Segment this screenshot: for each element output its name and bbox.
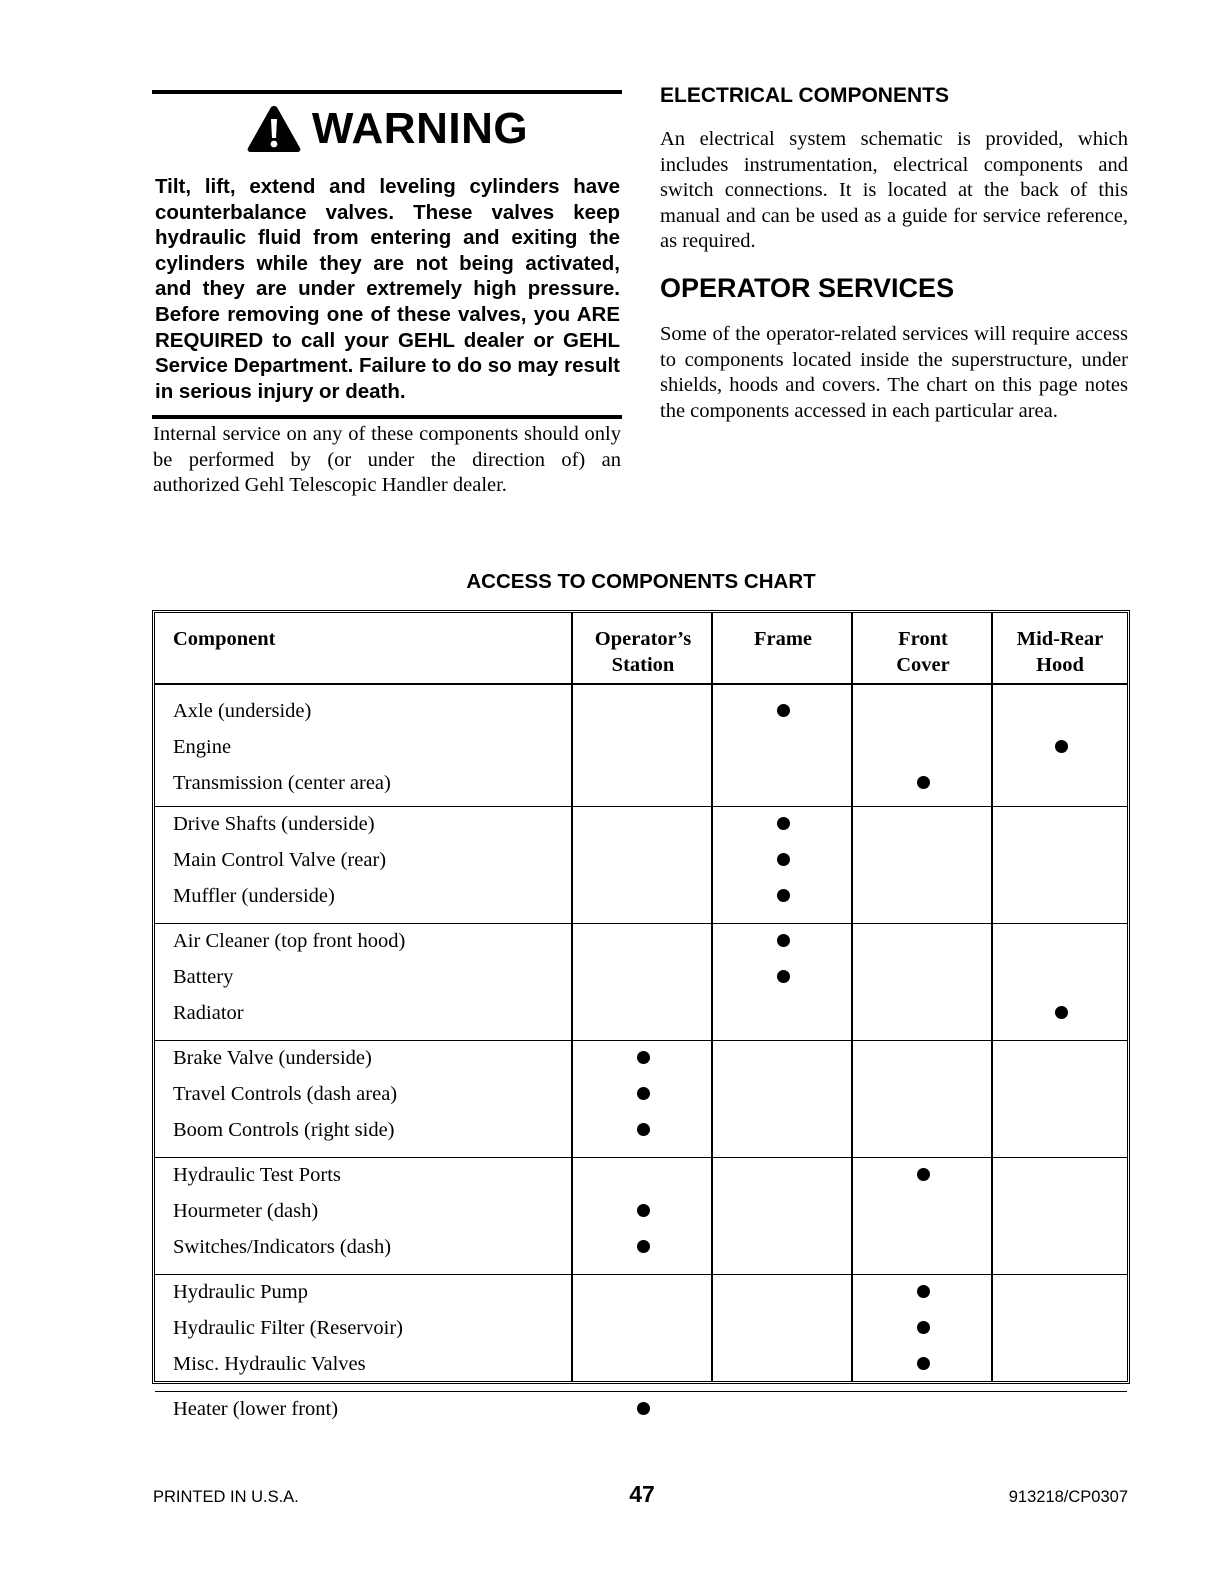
- component-name: Boom Controls (right side): [173, 1118, 395, 1141]
- component-name: Hydraulic Filter (Reservoir): [173, 1316, 403, 1339]
- operator-services-paragraph: Some of the operator-related services will require access to components located inside the superstructure, under shields, hoods and covers. The chart on this page notes the components accessed in each particular area.: [660, 322, 1128, 422]
- access-mark-dot: [777, 889, 790, 902]
- access-mark-dot: [777, 704, 790, 717]
- table-row: [155, 693, 1127, 729]
- header-front-cover-line1: Front: [898, 628, 948, 650]
- warning-box: [152, 90, 622, 419]
- component-name: Air Cleaner (top front hood): [173, 929, 406, 952]
- row-group: [155, 1391, 1127, 1436]
- right-column: [660, 84, 1128, 424]
- internal-service-paragraph: Internal service on any of these components should only be performed by (or under the direction of) an authorized Gehl Telescopic Handler dealer.: [153, 423, 621, 497]
- access-components-table: [152, 610, 1130, 1420]
- component-name: Switches/Indicators (dash): [173, 1235, 392, 1258]
- access-mark-dot: [1055, 740, 1068, 753]
- page-number: 47: [629, 1481, 655, 1507]
- table-row: [155, 729, 1127, 765]
- component-name: Hourmeter (dash): [173, 1199, 319, 1222]
- header-component: Component: [173, 628, 276, 650]
- access-mark-dot: [637, 1123, 650, 1136]
- table-row: [155, 1391, 1127, 1427]
- row-group: [155, 685, 1127, 807]
- warning-header: [152, 102, 622, 156]
- access-mark-dot: [917, 776, 930, 789]
- chart-title: ACCESS TO COMPONENTS CHART: [466, 570, 816, 593]
- row-group: [155, 1157, 1127, 1275]
- document-number: 913218/CP0307: [1008, 1488, 1128, 1506]
- table-row: [155, 1229, 1127, 1265]
- component-name: Hydraulic Test Ports: [173, 1163, 341, 1186]
- access-mark-dot: [917, 1321, 930, 1334]
- header-front-cover: [853, 627, 993, 678]
- access-mark-dot: [637, 1051, 650, 1064]
- header-front-cover-line2: Cover: [896, 653, 950, 676]
- column-divider: [991, 613, 993, 1381]
- row-group: [155, 923, 1127, 1041]
- column-divider: [571, 613, 573, 1381]
- table-row: [155, 1157, 1127, 1193]
- component-name: Muffler (underside): [173, 884, 335, 907]
- header-operators-station-line2: Station: [611, 653, 675, 676]
- component-name: Engine: [173, 736, 232, 758]
- table-row: [155, 1274, 1127, 1310]
- access-mark-dot: [917, 1285, 930, 1298]
- table-row: [155, 842, 1127, 878]
- component-name: Radiator: [173, 1001, 244, 1024]
- component-name: Misc. Hydraulic Valves: [173, 1352, 366, 1375]
- table-row: [155, 1040, 1127, 1076]
- column-divider: [851, 613, 853, 1381]
- row-group: [155, 806, 1127, 924]
- access-mark-dot: [637, 1240, 650, 1253]
- table-row: [155, 995, 1127, 1031]
- electrical-heading: ELECTRICAL COMPONENTS: [660, 84, 949, 107]
- table-row: [155, 878, 1127, 914]
- footer-printed-in: PRINTED IN U.S.A.: [153, 1488, 299, 1506]
- component-name: Heater (lower front): [173, 1397, 339, 1420]
- access-mark-dot: [917, 1168, 930, 1181]
- warning-top-rule: [152, 90, 622, 94]
- component-name: Drive Shafts (underside): [173, 812, 375, 835]
- row-group: [155, 1040, 1127, 1158]
- access-mark-dot: [777, 817, 790, 830]
- warning-text: Tilt, lift, extend and leveling cylinders have counterbalance valves. These valves keep hydraulic fluid from entering and exiting the cylinders while they are not being activated, and they are under extremely high pressure. Before removing one of these valves, you ARE REQUIRED to call your GEHL dealer or GEHL Service Department. Failure to do so may result in serious injury or death.: [155, 175, 620, 403]
- table-header: [155, 613, 1127, 685]
- access-mark-dot: [777, 934, 790, 947]
- row-group: [155, 1274, 1127, 1392]
- component-name: Transmission (center area): [173, 772, 391, 794]
- table-row: [155, 923, 1127, 959]
- component-name: Brake Valve (underside): [173, 1046, 372, 1069]
- column-divider: [711, 613, 713, 1381]
- access-mark-dot: [637, 1087, 650, 1100]
- operator-services-heading: OPERATOR SERVICES: [660, 272, 955, 303]
- access-mark-dot: [637, 1204, 650, 1217]
- warning-title: WARNING: [311, 104, 529, 153]
- access-mark-dot: [777, 970, 790, 983]
- header-mid-rear-hood-line1: Mid-Rear: [1016, 628, 1104, 650]
- table-row: [155, 1346, 1127, 1382]
- access-mark-dot: [777, 853, 790, 866]
- warning-bottom-rule: [152, 415, 622, 419]
- warning-triangle-icon: [246, 104, 302, 154]
- table-row: [155, 959, 1127, 995]
- component-name: Travel Controls (dash area): [173, 1082, 398, 1105]
- table-row: [155, 765, 1127, 801]
- component-name: Hydraulic Pump: [173, 1280, 308, 1303]
- component-name: Battery: [173, 965, 234, 988]
- electrical-paragraph: An electrical system schematic is provided, which includes instrumentation, electrical components and switch connections. It is located at the back of this manual and can be used as a guide for service reference, as required.: [660, 128, 1128, 253]
- header-operators-station-line1: Operator’s: [594, 628, 692, 650]
- table-row: [155, 1193, 1127, 1229]
- access-mark-dot: [917, 1357, 930, 1370]
- header-frame: Frame: [753, 628, 813, 650]
- table-row: [155, 1076, 1127, 1112]
- table-row: [155, 806, 1127, 842]
- header-operators-station: [573, 627, 713, 678]
- component-name: Main Control Valve (rear): [173, 848, 387, 871]
- header-mid-rear-hood: [993, 627, 1127, 678]
- table-row: [155, 1310, 1127, 1346]
- access-mark-dot: [637, 1402, 650, 1415]
- component-name: Axle (underside): [173, 700, 312, 722]
- table-row: [155, 1112, 1127, 1148]
- header-mid-rear-hood-line2: Hood: [1036, 653, 1084, 676]
- access-mark-dot: [1055, 1006, 1068, 1019]
